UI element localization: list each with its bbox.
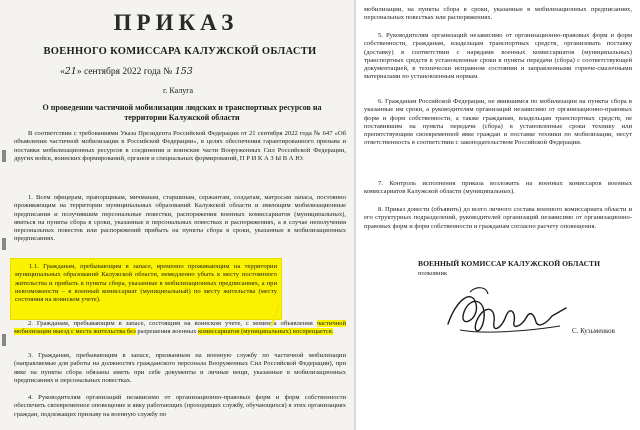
paragraph-2 — [14, 320, 346, 337]
scan-edge-mark — [2, 334, 6, 346]
date-day: 21 — [64, 66, 77, 77]
date-text: » сентября 2022 года № — [76, 67, 173, 77]
paragraph-3: 3. Гражданам, пребывающим в запасе, призванным на военную службу по частичной мобилизации (направляемые для работы на должностях гражданского персонала Вооруженных Сил Российской Федерации), при явке на пункты сбора обязаны иметь при себе документы и личные вещи, указанные в мобилизационных предписаниях и персональных повестках. — [14, 352, 346, 384]
paragraph-2-highlight: частичной мобилизации выезд с места жительства без — [14, 320, 346, 336]
order-number: 153 — [174, 66, 193, 77]
signer-rank: полковник — [418, 270, 448, 277]
date-line — [60, 66, 193, 77]
order-heading: О проведении частичной мобилизации людских и транспортных ресурсов на территории Калужской области — [42, 103, 322, 122]
page-title: ПРИКАЗ — [113, 10, 239, 35]
highlighted-block — [10, 258, 282, 320]
paragraph-5: 5. Руководителям организаций независимо от организационно-правовых форм и форм собственности, гражданам, владельцам транспортных средств, организовать поставку (доставку) в соответствии с нарядами военных комиссариатов (муниципальных) транспортных средств в установленные сроки в пункты передачи (сбора) с соответствующей документацией, в технически исправном состоянии и заправленными горюче-смазочными материалами по установленным нормам. — [364, 32, 632, 81]
paragraph-6: 6. Гражданам Российской Федерации, не явившимся по мобилизации на пункты сбора в указанные им сроки, а руководителям организаций независимо от организационно-правовых форм и форм собственности, а также гражданам, владельцам транспортных средств, не поставившим на пункты передачи (сбора) в установленные сроки технику или препятствующим своевременной явке граждан и поставке техники по мобилизации, несут ответственность в соответствии с законодательством Российской Федерации. — [364, 98, 632, 147]
paragraph-4: 4. Руководителям организаций независимо от организационно-правовых форм и форм собственности обеспечить своевременное оповещение и явку работающих (проходящих службу, обучающихся) в этих организациях граждан, подлежащих призыву на военную службу по — [14, 394, 346, 418]
date-prefix: « — [60, 67, 65, 77]
paragraph-8: 8. Приказ довести (объявить) до всего личного состава военного комиссариата области и его структурных подразделений, руководителей организаций независимо от организационно-правовых форм и форм собственности и гражданам согласно расчету оповещения. — [364, 206, 632, 230]
issuer-line: ВОЕННОГО КОМИССАРА КАЛУЖСКОЙ ОБЛАСТИ — [43, 46, 317, 57]
paragraph-7: 7. Контроль исполнения приказа возложить на военных комиссаров военных комиссариатов Калужской области (муниципальных). — [364, 180, 632, 196]
paragraph-4-continued: мобилизации, на пункты сбора в сроки, указанные в мобилизационных предписаниях, персональных повестках или распоряжениях. — [364, 6, 632, 22]
paragraph-2-highlight-b: комиссариатов (муниципальных) воспрещается. — [198, 328, 334, 336]
signature-icon — [442, 278, 572, 348]
scan-edge-mark — [2, 150, 6, 162]
paragraph-2-text: 2. Гражданам, пребывающим в запасе, состоящим на воинском учете, с момента объявления — [28, 320, 313, 327]
paragraph-1: 1. Всем офицерам, прапорщикам, мичманам, старшинам, сержантам, солдатам, матросам запаса, постоянно проживающим на территории муниципальных образований Калужской области и имеющим мобилизационные предписания и получившим персональные повестки, распоряжения военных комиссариатов (муниципальных), явиться на пункты сбора в сроки, указанные в персональных повестках и распоряжениях, а в случае неполучения персональных повесток или распоряжений прибыть на пункты сбора в сроки, указанные в мобилизационных предписаниях. — [14, 194, 346, 243]
signer-name: С. Кузьменков — [572, 327, 615, 335]
paragraph-1-1: 1.1. Гражданам, пребывающим в запасе, временно проживающим на территории муниципальных образований Калужской области, немедленно убыть к месту постоянного жительства и прибыть в пункты сбора, указанные в мобилизационных предписаниях, а при невозможности – в военный комиссариат (муниципальный) по месту жительства (месту состояния на воинском учете). — [15, 263, 277, 304]
right-page — [356, 0, 640, 430]
scan-edge-mark — [2, 238, 6, 250]
signer-title: ВОЕННЫЙ КОМИССАР КАЛУЖСКОЙ ОБЛАСТИ — [418, 259, 601, 268]
paragraph-2-text-b: разрешения военных — [137, 328, 197, 336]
city-line: г. Калуга — [162, 86, 194, 95]
preamble-paragraph: В соответствии с требованиями Указа Президента Российской Федерации от 21 сентября 2022 года № 647 «Об объявлении частичной мобилизации в Российской Федерации», в целях обеспечения гарантированного призыва и поставки мобилизационных ресурсов в соединения и воинские части Вооруженных Сил Российской Федерации, других войск, воинских формирований, органов и специальных формирований, П Р И К А З Ы В А Ю: — [14, 130, 346, 162]
